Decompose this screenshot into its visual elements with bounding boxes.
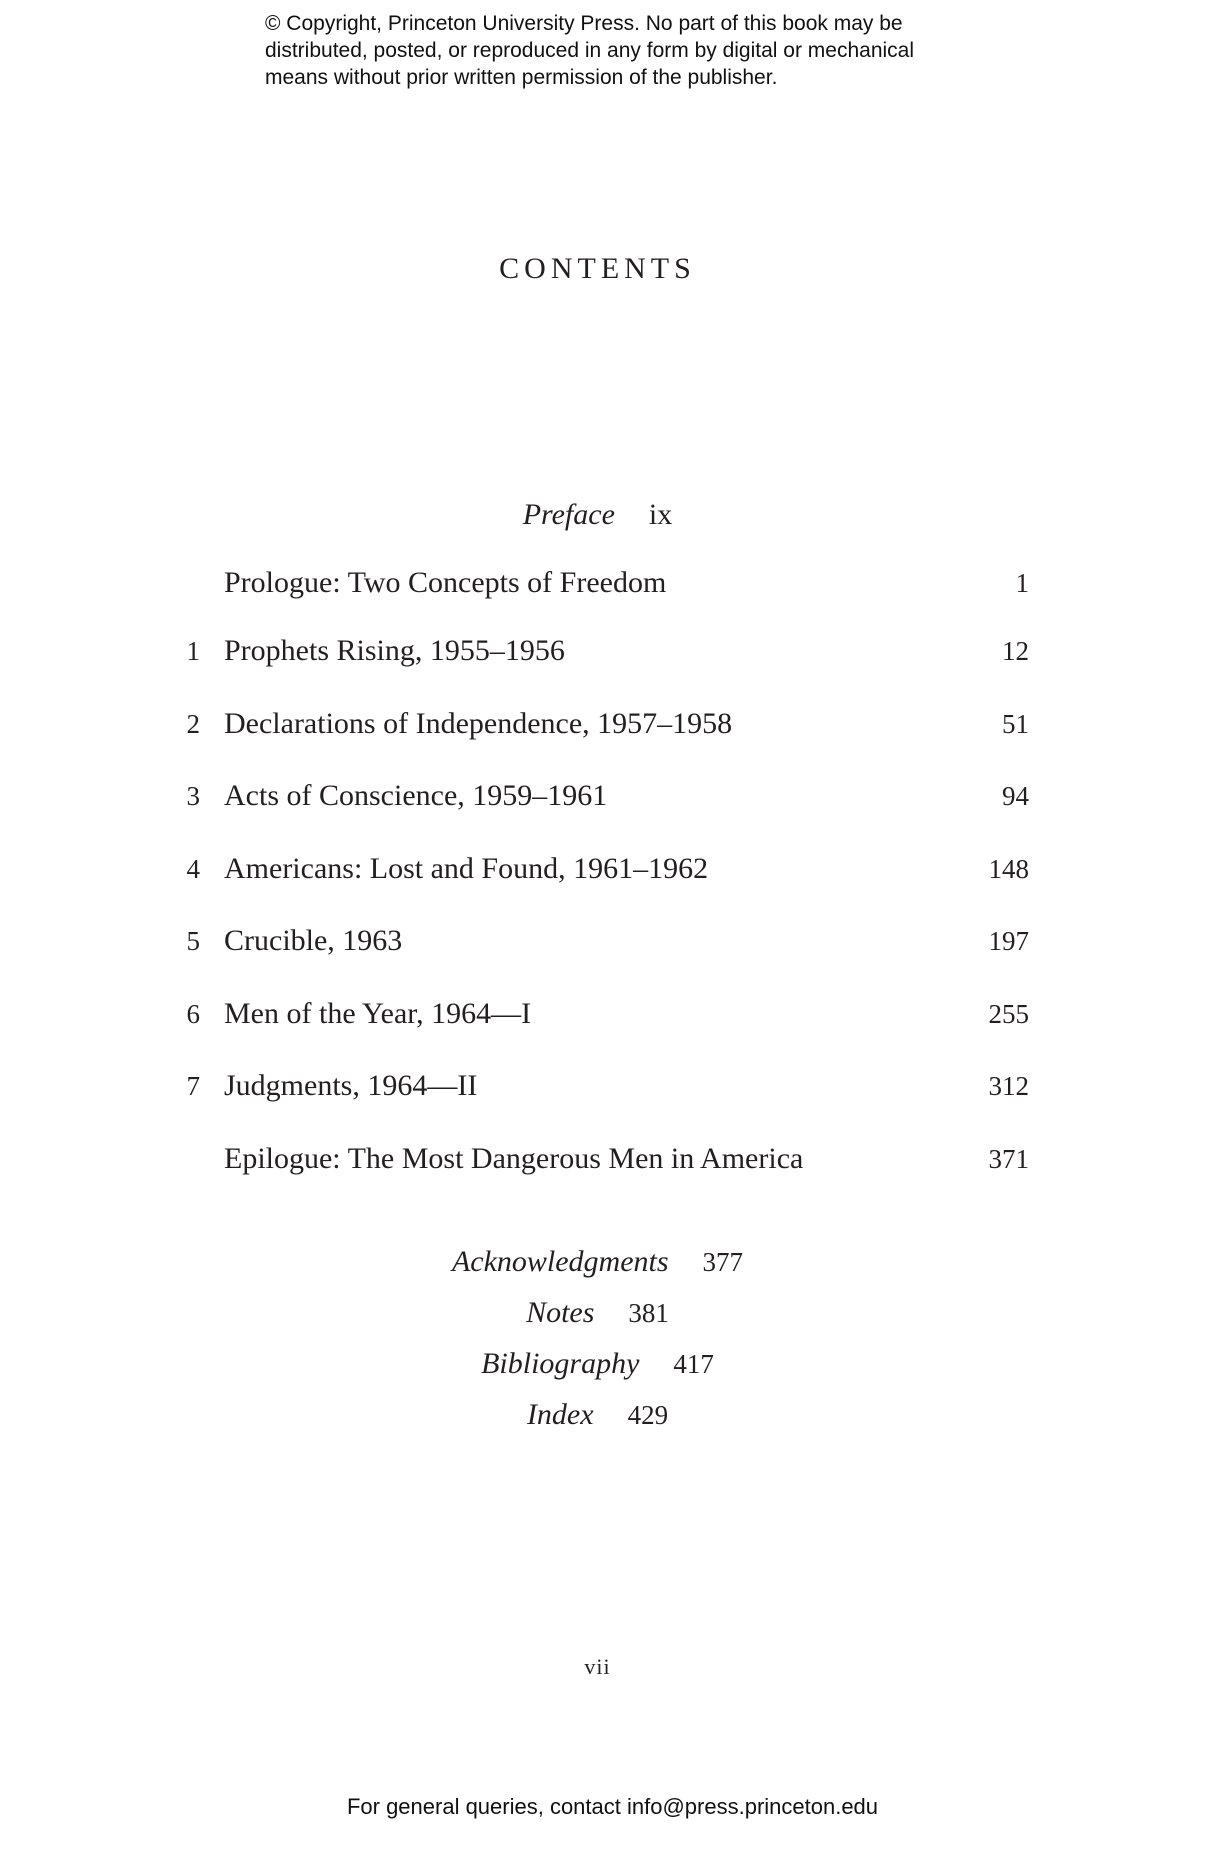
toc-entry-chapter-5[interactable] xyxy=(0,921,1225,961)
chapter-title: Prophets Rising, 1955–1956 xyxy=(224,634,565,667)
chapter-number: 7 xyxy=(186,1071,200,1101)
back-matter-page: 381 xyxy=(628,1298,669,1328)
back-matter-label: Acknowledgments xyxy=(451,1245,669,1278)
back-matter-page: 429 xyxy=(627,1400,669,1430)
contact-footer: For general queries, contact info@press.princeton.edu xyxy=(346,1794,879,1819)
toc-entry-preface[interactable] xyxy=(0,498,1195,532)
toc-entry-chapter-2[interactable] xyxy=(0,704,1225,744)
toc-entry-chapter-3[interactable] xyxy=(0,776,1225,816)
chapter-title: Judgments, 1964—II xyxy=(224,1069,478,1102)
page-title: CONTENTS xyxy=(499,252,696,285)
front-matter-label: Preface xyxy=(522,498,615,531)
chapter-number: 2 xyxy=(186,709,200,739)
toc-entry-chapter-1[interactable] xyxy=(0,631,1225,671)
chapter-title: Americans: Lost and Found, 1961–1962 xyxy=(224,852,709,885)
chapter-page: 94 xyxy=(1002,781,1029,811)
chapter-number: 3 xyxy=(186,781,200,811)
toc-entry-bibliography[interactable] xyxy=(0,1344,1195,1384)
back-matter-page: 377 xyxy=(702,1247,744,1277)
chapter-number: 1 xyxy=(186,636,200,666)
chapter-title: Epilogue: The Most Dangerous Men in America xyxy=(224,1142,804,1175)
chapter-number: 4 xyxy=(186,854,200,884)
toc-entry-chapter-4[interactable] xyxy=(0,849,1225,889)
toc-entry-chapter-6[interactable] xyxy=(0,994,1225,1034)
chapter-page: 371 xyxy=(988,1144,1029,1174)
toc-entry-epilogue[interactable] xyxy=(0,1139,1225,1179)
back-matter-label: Bibliography xyxy=(481,1347,640,1380)
chapter-page: 312 xyxy=(988,1071,1029,1101)
toc-entry-chapter-7[interactable] xyxy=(0,1066,1225,1106)
chapter-number: 6 xyxy=(186,999,200,1029)
back-matter-page: 417 xyxy=(673,1349,714,1379)
front-matter-page: ix xyxy=(648,498,673,531)
chapter-page: 197 xyxy=(988,926,1029,956)
chapter-title: Crucible, 1963 xyxy=(224,924,403,957)
copyright-notice xyxy=(265,10,1025,91)
back-matter-label: Index xyxy=(526,1398,594,1431)
back-matter-label: Notes xyxy=(526,1296,595,1329)
chapter-number: 5 xyxy=(186,926,200,956)
chapter-page: 1 xyxy=(1015,568,1029,598)
chapter-page: 51 xyxy=(1002,709,1029,739)
chapter-title: Prologue: Two Concepts of Freedom xyxy=(224,566,667,599)
copyright-line: distributed, posted, or reproduced in any form by digital or mechanical xyxy=(265,39,915,62)
toc-entry-notes[interactable] xyxy=(0,1293,1195,1333)
toc-entry-prologue[interactable] xyxy=(0,563,1225,603)
chapter-page: 12 xyxy=(1002,636,1029,666)
copyright-line: © Copyright, Princeton University Press. No part of this book may be xyxy=(265,12,903,35)
chapter-title: Acts of Conscience, 1959–1961 xyxy=(224,779,608,812)
toc-entry-index[interactable] xyxy=(0,1395,1195,1435)
chapter-page: 255 xyxy=(988,999,1029,1029)
copyright-line: means without prior written permission of the publisher. xyxy=(265,66,778,89)
chapter-title: Men of the Year, 1964—I xyxy=(224,997,532,1030)
page-number: vii xyxy=(584,1654,611,1679)
toc-entry-acknowledgments[interactable] xyxy=(0,1242,1195,1282)
chapter-page: 148 xyxy=(988,854,1029,884)
chapter-title: Declarations of Independence, 1957–1958 xyxy=(224,707,733,740)
